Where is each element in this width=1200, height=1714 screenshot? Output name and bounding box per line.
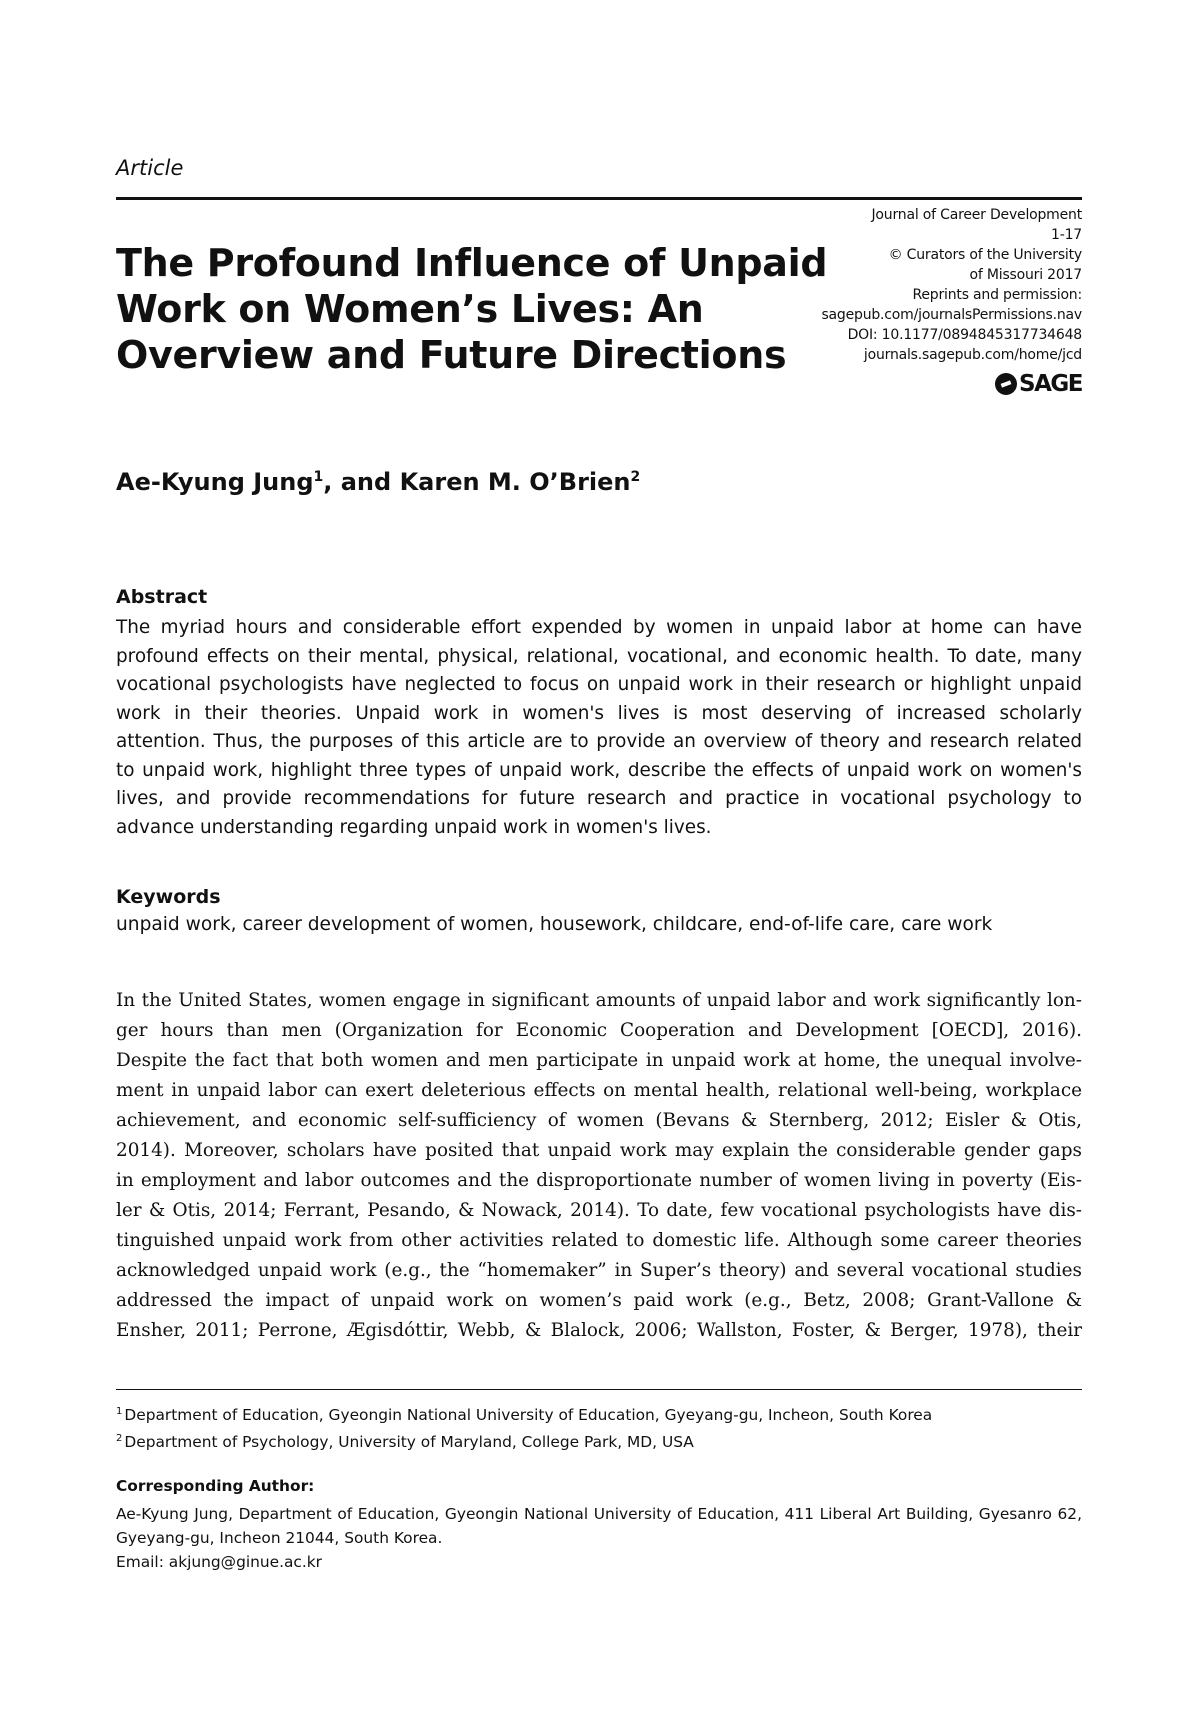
abstract-line: advance understanding regarding unpaid work in women's lives.: [116, 816, 712, 838]
sage-logo: [995, 371, 1082, 397]
corresponding-author-details: [116, 1502, 1082, 1574]
sage-circle-icon: [995, 373, 1017, 395]
title-line: Overview and Future Directions: [116, 333, 787, 377]
abstract-heading: Abstract: [116, 586, 208, 608]
corresponding-address-line: Gyeyang-gu, Incheon 21044, South Korea.: [116, 1529, 443, 1547]
body-line: 2014). Moreover, scholars have posited that unpaid work may explain the considerable gender gaps: [116, 1140, 1082, 1161]
abstract-line: attention. Thus, the purposes of this article are to provide an overview of theory and research related: [116, 731, 1082, 752]
affiliations: [116, 1400, 932, 1454]
header-rule: [116, 197, 1082, 200]
copyright-year: of Missouri 2017: [969, 267, 1082, 283]
keywords-heading: Keywords: [116, 886, 221, 908]
permissions-link[interactable]: sagepub.com/journalsPermissions.nav: [821, 307, 1082, 323]
keywords-list: unpaid work, career development of women, housework, childcare, end-of-life care, care work: [116, 914, 993, 935]
body-line: Despite the fact that both women and men participate in unpaid work at home, the unequal involve-: [116, 1050, 1082, 1071]
corresponding-email[interactable]: Email: akjung@ginue.ac.kr: [116, 1553, 323, 1571]
article-title: [116, 240, 828, 378]
title-line: Work on Women’s Lives: An: [116, 287, 704, 331]
affiliation-item: [116, 1427, 932, 1454]
abstract-line: lives, and provide recommendations for future research and practice in vocational psychology to: [116, 788, 1082, 809]
affiliation-item: [116, 1400, 932, 1427]
footnote-rule: [116, 1389, 1082, 1390]
sage-logo-text: SAGE: [1019, 371, 1082, 397]
affiliation-number: 1: [116, 1406, 123, 1417]
body-line: Ensher, 2011; Perrone, Ægisdóttir, Webb, & Blalock, 2006; Wallston, Foster, & Berger, 1978), their: [116, 1320, 1082, 1341]
affiliation-marker: 2: [630, 469, 641, 485]
body-line: In the United States, women engage in significant amounts of unpaid labor and work significantly lon-: [116, 990, 1082, 1011]
abstract-line: vocational psychologists have neglected to focus on unpaid work in their research or highlight unpaid: [116, 674, 1082, 695]
affiliation-number: 2: [116, 1433, 123, 1445]
reprints-label: Reprints and permission:: [912, 287, 1082, 303]
page-range: 1-17: [1051, 227, 1082, 243]
abstract-line: The myriad hours and considerable effort expended by women in unpaid labor at home can have: [116, 617, 1082, 638]
body-line: tinguished unpaid work from other activities related to domestic life. Although some career theories: [116, 1230, 1082, 1251]
author-name: Ae-Kyung Jung: [116, 468, 314, 496]
journal-meta: [821, 205, 1082, 365]
body-line: achievement, and economic self-sufficiency of women (Bevans & Sternberg, 2012; Eisler & Otis,: [116, 1110, 1082, 1131]
author-name: Karen M. O’Brien: [399, 468, 631, 496]
abstract-text: [116, 614, 1082, 842]
title-line: The Profound Influence of Unpaid: [116, 241, 828, 285]
author-list: [116, 468, 640, 496]
affiliation-text: Department of Psychology, University of Maryland, College Park, MD, USA: [124, 1433, 694, 1452]
affiliation-marker: 1: [313, 469, 324, 485]
corresponding-author-heading: Corresponding Author:: [116, 1477, 315, 1495]
body-line: ger hours than men (Organization for Economic Cooperation and Development [OECD], 2016).: [116, 1020, 1082, 1041]
corresponding-address-line: Ae-Kyung Jung, Department of Education, Gyeongin National University of Education, 411 Liberal Art Building, Gyesanro 62,: [116, 1505, 1082, 1523]
body-line: addressed the impact of unpaid work on women’s paid work (e.g., Betz, 2008; Grant-Vallone &: [116, 1290, 1082, 1311]
abstract-line: profound effects on their mental, physical, relational, vocational, and economic health. To date, many: [116, 645, 1082, 667]
author-separator: , and: [323, 468, 400, 496]
journal-home-link[interactable]: journals.sagepub.com/home/jcd: [863, 347, 1082, 363]
body-line: ment in unpaid labor can exert deleterious effects on mental health, relational well-being, workplace: [116, 1080, 1082, 1101]
abstract-line: to unpaid work, highlight three types of unpaid work, describe the effects of unpaid work on women's: [116, 759, 1082, 781]
body-paragraph: [116, 986, 1082, 1346]
body-line: ler & Otis, 2014; Ferrant, Pesando, & Nowack, 2014). To date, few vocational psychologists have dis-: [116, 1200, 1082, 1221]
body-line: acknowledged unpaid work (e.g., the “homemaker” in Super’s theory) and several vocational studies: [116, 1260, 1082, 1281]
article-type-label: Article: [116, 156, 184, 180]
body-line: in employment and labor outcomes and the disproportionate number of women living in poverty (Eis-: [116, 1170, 1082, 1191]
doi[interactable]: DOI: 10.1177/0894845317734648: [847, 327, 1082, 343]
affiliation-text: Department of Education, Gyeongin National University of Education, Gyeyang-gu, Incheon, South Korea: [124, 1406, 933, 1425]
journal-name: Journal of Career Development: [871, 207, 1082, 223]
abstract-line: work in their theories. Unpaid work in women's lives is most deserving of increased scholarly: [116, 702, 1082, 724]
copyright-line: © Curators of the University: [888, 247, 1082, 263]
